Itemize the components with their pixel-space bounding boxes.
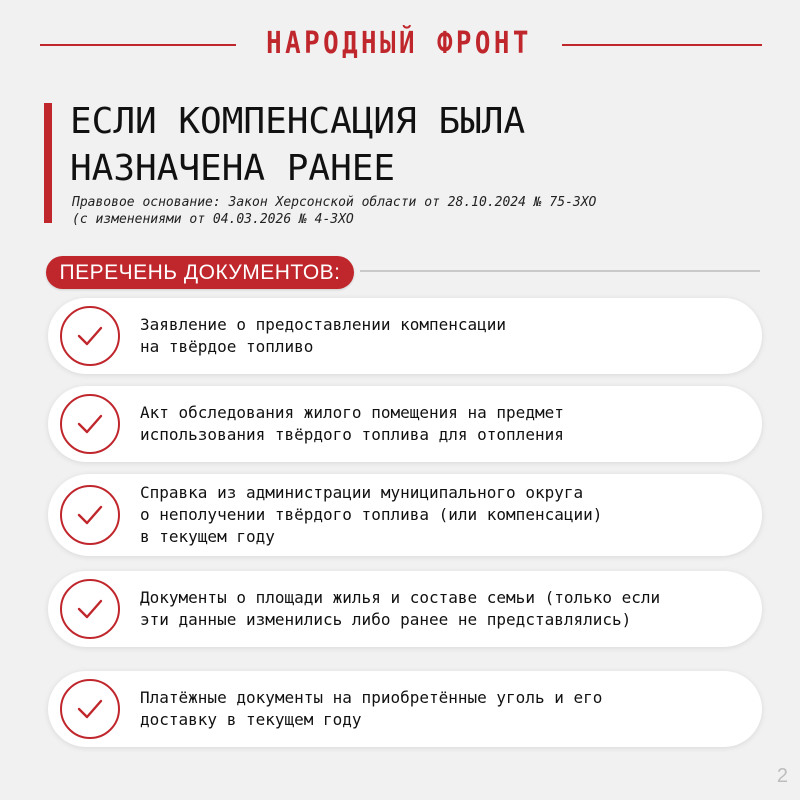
document-item [48,474,762,556]
brand-logo-text: НАРОДНЫЙ ФРОНТ [266,26,532,61]
document-text-line: Заявление о предоставлении компенсации [140,315,507,334]
document-text-line: Документы о площади жилья и составе семьи (только если [140,588,661,607]
check-icon [60,485,120,545]
document-item [48,386,762,462]
document-text-line: Справка из администрации муниципального округа [140,483,584,502]
check-icon [60,679,120,739]
check-icon [60,579,120,639]
document-text [140,587,660,631]
header-divider-left [40,44,236,46]
document-text [140,314,506,358]
document-text-line: о неполучении твёрдого топлива (или компенсации) [140,505,603,524]
document-item [48,571,762,647]
document-text [140,402,564,446]
check-icon [60,306,120,366]
page-number: 2 [776,765,788,787]
document-text-line: Акт обследования жилого помещения на предмет [140,403,564,422]
document-text-line: Платёжные документы на приобретённые уголь и его [140,688,603,707]
legal-basis-line: Правовое основание: Закон Херсонской области от 28.10.2024 № 75-ЗХО [72,195,597,210]
page-title-line: ЕСЛИ КОМПЕНСАЦИЯ БЫЛА [70,101,526,142]
legal-basis [72,194,772,228]
document-item [48,298,762,374]
document-text [140,687,602,731]
document-text-line: доставку в текущем году [140,710,362,729]
section-divider [360,270,760,272]
section-label-pill: ПЕРЕЧЕНЬ ДОКУМЕНТОВ: [46,256,354,289]
header-divider-right [562,44,762,46]
legal-basis-line: (с изменениями от 04.03.2026 № 4-ЗХО [72,212,354,227]
document-text [140,482,602,548]
document-text-line: эти данные изменились либо ранее не представлялись) [140,610,632,629]
document-text-line: на твёрдое топливо [140,337,314,356]
check-icon [60,394,120,454]
title-accent-bar [44,103,52,223]
page-title-line: НАЗНАЧЕНА РАНЕЕ [70,148,396,189]
page-title [70,98,770,192]
document-item [48,671,762,747]
document-text-line: в текущем году [140,527,275,546]
document-text-line: использования твёрдого топлива для отопления [140,425,564,444]
